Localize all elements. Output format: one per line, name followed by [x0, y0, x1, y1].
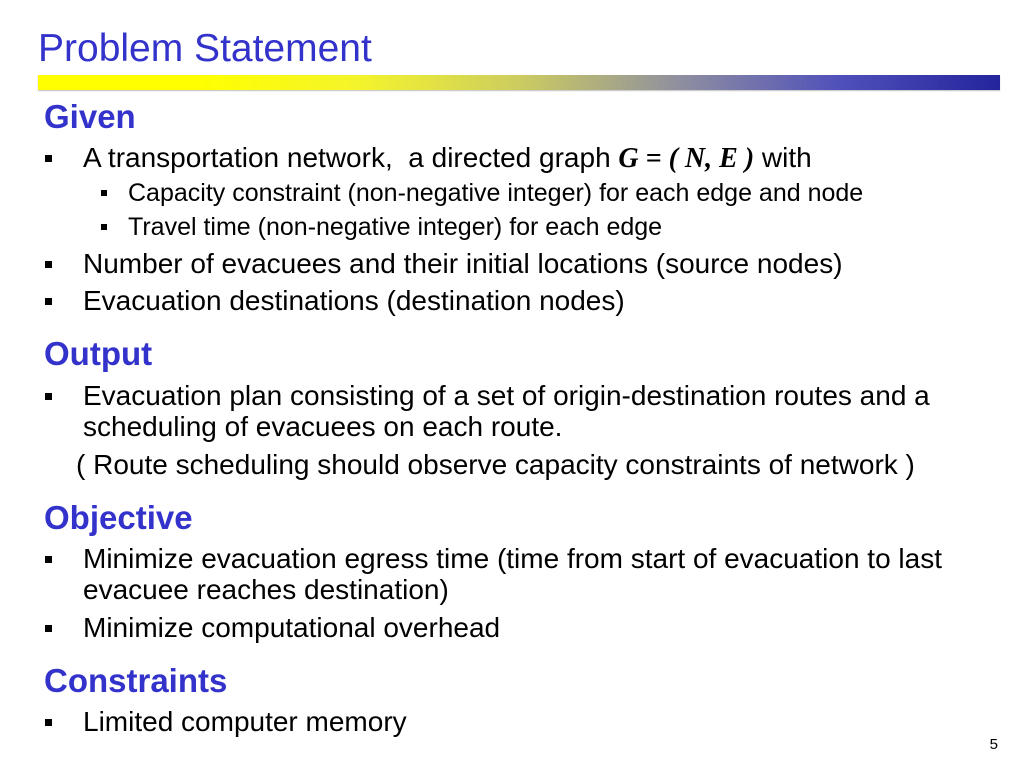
square-bullet-icon	[45, 719, 52, 726]
bullet-continuation: scheduling of evacuees on each route.	[83, 411, 563, 442]
bullet-text: A transportation network, a directed graph	[83, 142, 619, 173]
graph-notation: G = ( N, E )	[618, 143, 755, 174]
bullet-item: Evacuation destinations (destination nodes)	[83, 285, 625, 316]
square-bullet-icon	[45, 556, 52, 563]
section-heading-given: Given	[44, 98, 136, 135]
output-note: ( Route scheduling should observe capacity constraints of network )	[76, 449, 915, 480]
square-bullet-icon	[45, 298, 52, 305]
square-bullet-icon	[45, 261, 52, 268]
sub-bullet-item: Travel time (non-negative integer) for each edge	[128, 213, 663, 241]
square-bullet-icon	[101, 190, 107, 196]
bullet-continuation: evacuee reaches destination)	[83, 574, 449, 605]
slide-number: 5	[989, 736, 998, 753]
slide-title: Problem Statement	[38, 27, 372, 70]
bullet-item: Number of evacuees and their initial locations (source nodes)	[83, 248, 843, 279]
square-bullet-icon	[45, 625, 52, 632]
section-heading-constraints: Constraints	[44, 662, 228, 699]
bullet-item: Evacuation plan consisting of a set of origin-destination routes and a	[83, 380, 930, 411]
bullet-text: with	[754, 142, 812, 173]
bullet-item: Limited computer memory	[83, 706, 407, 737]
bullet-item	[83, 142, 812, 175]
section-heading-output: Output	[44, 335, 153, 372]
section-heading-objective: Objective	[44, 499, 193, 536]
title-underline-bar	[38, 75, 1000, 90]
bullet-item: Minimize evacuation egress time (time from start of evacuation to last	[83, 543, 943, 574]
square-bullet-icon	[45, 393, 52, 400]
bullet-item: Minimize computational overhead	[83, 612, 501, 643]
sub-bullet-item: Capacity constraint (non-negative integer) for each edge and node	[128, 179, 864, 207]
square-bullet-icon	[101, 224, 107, 230]
square-bullet-icon	[45, 155, 52, 162]
